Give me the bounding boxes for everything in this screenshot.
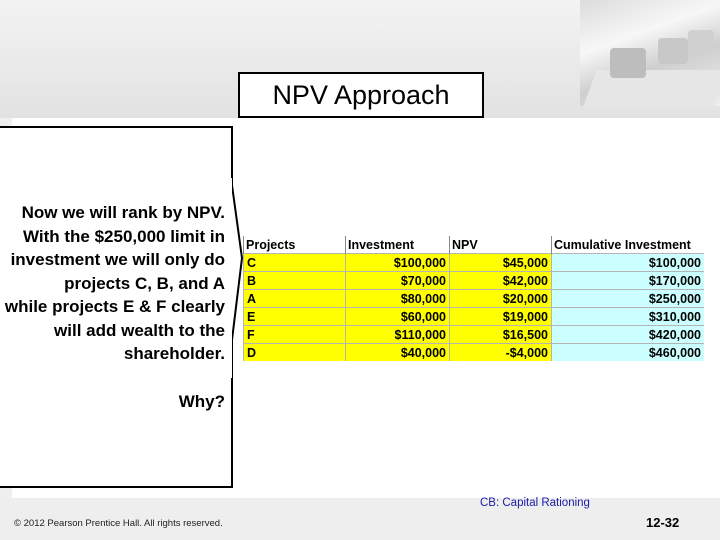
callout-line: Now we will rank by NPV. xyxy=(21,203,225,222)
project-cell: B xyxy=(244,272,346,290)
npv-cell: $16,500 xyxy=(450,326,552,344)
photo-table xyxy=(583,70,720,106)
why-question: Why? xyxy=(178,392,225,411)
npv-cell: $19,000 xyxy=(450,308,552,326)
npv-cell: $42,000 xyxy=(450,272,552,290)
project-cell: E xyxy=(244,308,346,326)
table-row xyxy=(244,254,705,272)
slide-title: NPV Approach xyxy=(238,72,484,118)
slide-number: 12-32 xyxy=(646,515,680,530)
photo-chair xyxy=(610,48,646,78)
callout-line: shareholder. xyxy=(123,344,225,363)
cumulative-cell: $310,000 xyxy=(552,308,705,326)
photo-chair xyxy=(688,30,714,52)
cumulative-cell: $170,000 xyxy=(552,272,705,290)
callout-text xyxy=(0,201,225,366)
table-row xyxy=(244,326,705,344)
table-row xyxy=(244,308,705,326)
npv-cell: $20,000 xyxy=(450,290,552,308)
header-investment: Investment xyxy=(346,236,450,254)
cumulative-cell: $460,000 xyxy=(552,344,705,362)
project-cell: A xyxy=(244,290,346,308)
footnote: CB: Capital Rationing xyxy=(480,497,590,509)
investment-cell: $60,000 xyxy=(346,308,450,326)
callout-line: With the $250,000 limit in xyxy=(22,226,225,246)
table-header-row xyxy=(244,236,705,254)
header-npv: NPV xyxy=(450,236,552,254)
callout-line: projects C, B, and A xyxy=(64,273,225,293)
table-row xyxy=(244,272,705,290)
callout-line: will add wealth to the xyxy=(54,320,225,340)
investment-cell: $70,000 xyxy=(346,272,450,290)
cumulative-cell: $420,000 xyxy=(552,326,705,344)
project-cell: F xyxy=(244,326,346,344)
project-cell: C xyxy=(244,254,346,272)
header-projects: Projects xyxy=(244,236,346,254)
npv-ranking-table xyxy=(243,236,704,361)
table-row xyxy=(244,344,705,362)
cumulative-cell: $100,000 xyxy=(552,254,705,272)
npv-cell: -$4,000 xyxy=(450,344,552,362)
table-row xyxy=(244,290,705,308)
investment-cell: $40,000 xyxy=(346,344,450,362)
investment-cell: $110,000 xyxy=(346,326,450,344)
conference-room-image xyxy=(580,0,720,106)
investment-cell: $80,000 xyxy=(346,290,450,308)
callout-line: investment we will only do xyxy=(10,250,225,269)
cumulative-cell: $250,000 xyxy=(552,290,705,308)
project-cell: D xyxy=(244,344,346,362)
header-cumulative-investment: Cumulative Investment xyxy=(552,236,705,254)
copyright-notice: © 2012 Pearson Prentice Hall. All rights reserved. xyxy=(14,518,223,529)
callout-line: while projects E & F clearly xyxy=(4,297,225,316)
npv-cell: $45,000 xyxy=(450,254,552,272)
investment-cell: $100,000 xyxy=(346,254,450,272)
photo-chair xyxy=(658,38,688,64)
